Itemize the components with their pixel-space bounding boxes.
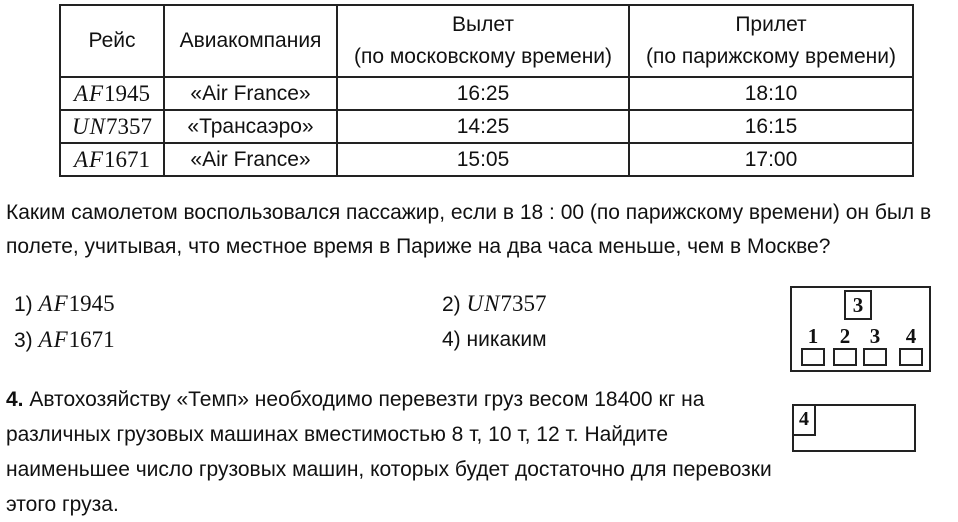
header-arrival-title: Прилет [735, 13, 807, 36]
option-letters: UN [466, 291, 501, 316]
flight-digits: 1671 [104, 146, 151, 172]
header-arrival-note: (по парижскому времени) [646, 45, 896, 68]
choice-checkbox[interactable] [899, 348, 923, 366]
option-code [39, 291, 115, 316]
flight-letters: UN [72, 113, 106, 139]
choice-label: 4 [905, 324, 917, 348]
option-prefix: 1) [14, 293, 33, 316]
option-letters: AF [38, 291, 69, 316]
option-code [467, 291, 547, 316]
flight-letters: AF [73, 80, 105, 106]
header-departure-note: (по московскому времени) [353, 45, 613, 68]
flight-digits: 7357 [105, 113, 152, 139]
choice-checkbox[interactable] [801, 348, 825, 366]
table-row [60, 77, 913, 110]
header-departure-title: Вылет [452, 13, 514, 36]
option-4[interactable] [442, 326, 547, 354]
option-prefix: 4) [442, 328, 461, 351]
arrival-cell: 17:00 [629, 143, 913, 176]
answer-field-label: 4 [794, 406, 816, 436]
table-header-row [60, 5, 913, 77]
option-digits: 1671 [68, 327, 115, 352]
option-2[interactable] [442, 290, 546, 319]
task-number-label: 3 [844, 290, 872, 320]
header-departure [337, 5, 629, 77]
choice-checkbox[interactable] [833, 348, 857, 366]
option-digits: 1945 [68, 291, 115, 316]
header-arrival [629, 5, 913, 77]
header-airline: Авиакомпания [164, 5, 337, 77]
flight-code [60, 110, 164, 143]
option-prefix: 2) [442, 293, 461, 316]
flight-letters: AF [73, 146, 105, 172]
option-letters: AF [38, 327, 69, 352]
flight-code [60, 77, 164, 110]
departure-cell: 14:25 [337, 110, 629, 143]
airline-cell: «Air France» [164, 143, 337, 176]
arrival-cell: 18:10 [629, 77, 913, 110]
option-prefix: 3) [14, 329, 33, 352]
departure-cell: 15:05 [337, 143, 629, 176]
task-4-number: 4. [6, 388, 24, 411]
choice-checkbox[interactable] [863, 348, 887, 366]
table-row [60, 143, 913, 176]
table-row [60, 110, 913, 143]
answer-field-task-4[interactable] [792, 404, 916, 452]
arrival-cell: 16:15 [629, 110, 913, 143]
task-4 [6, 382, 776, 522]
answer-choice-1[interactable] [798, 326, 828, 366]
choice-label: 3 [869, 324, 881, 348]
option-code [39, 327, 115, 352]
answer-grid-task-3 [790, 286, 931, 372]
question-text: Каким самолетом воспользовался пассажир, если в 18 : 00 (по парижскому времени) он был в полете, учитывая, что местное время в Париже на два часа меньше, чем в Москве? [6, 201, 932, 258]
answer-choice-3[interactable] [860, 326, 890, 366]
option-3[interactable] [14, 326, 115, 355]
departure-cell: 16:25 [337, 77, 629, 110]
flight-schedule-table [59, 4, 914, 177]
answer-choice-2[interactable] [830, 326, 860, 366]
option-text: никаким [466, 328, 547, 351]
option-1[interactable] [14, 290, 115, 319]
task-4-text: Автохозяйству «Темп» необходимо перевезти груз весом 18400 кг на различных грузовых машинах вместимостью 8 т, 10 т, 12 т. Найдите наименьшее число грузовых машин, которых будет достаточно для перевозки этого груза. [6, 388, 772, 516]
answer-choice-4[interactable] [896, 326, 926, 366]
choice-label: 1 [807, 324, 819, 348]
airline-cell: «Трансаэро» [164, 110, 337, 143]
choice-label: 2 [839, 324, 851, 348]
airline-cell: «Air France» [164, 77, 337, 110]
flight-code [60, 143, 164, 176]
flight-digits: 1945 [104, 80, 151, 106]
header-flight: Рейс [60, 5, 164, 77]
option-digits: 7357 [500, 291, 547, 316]
